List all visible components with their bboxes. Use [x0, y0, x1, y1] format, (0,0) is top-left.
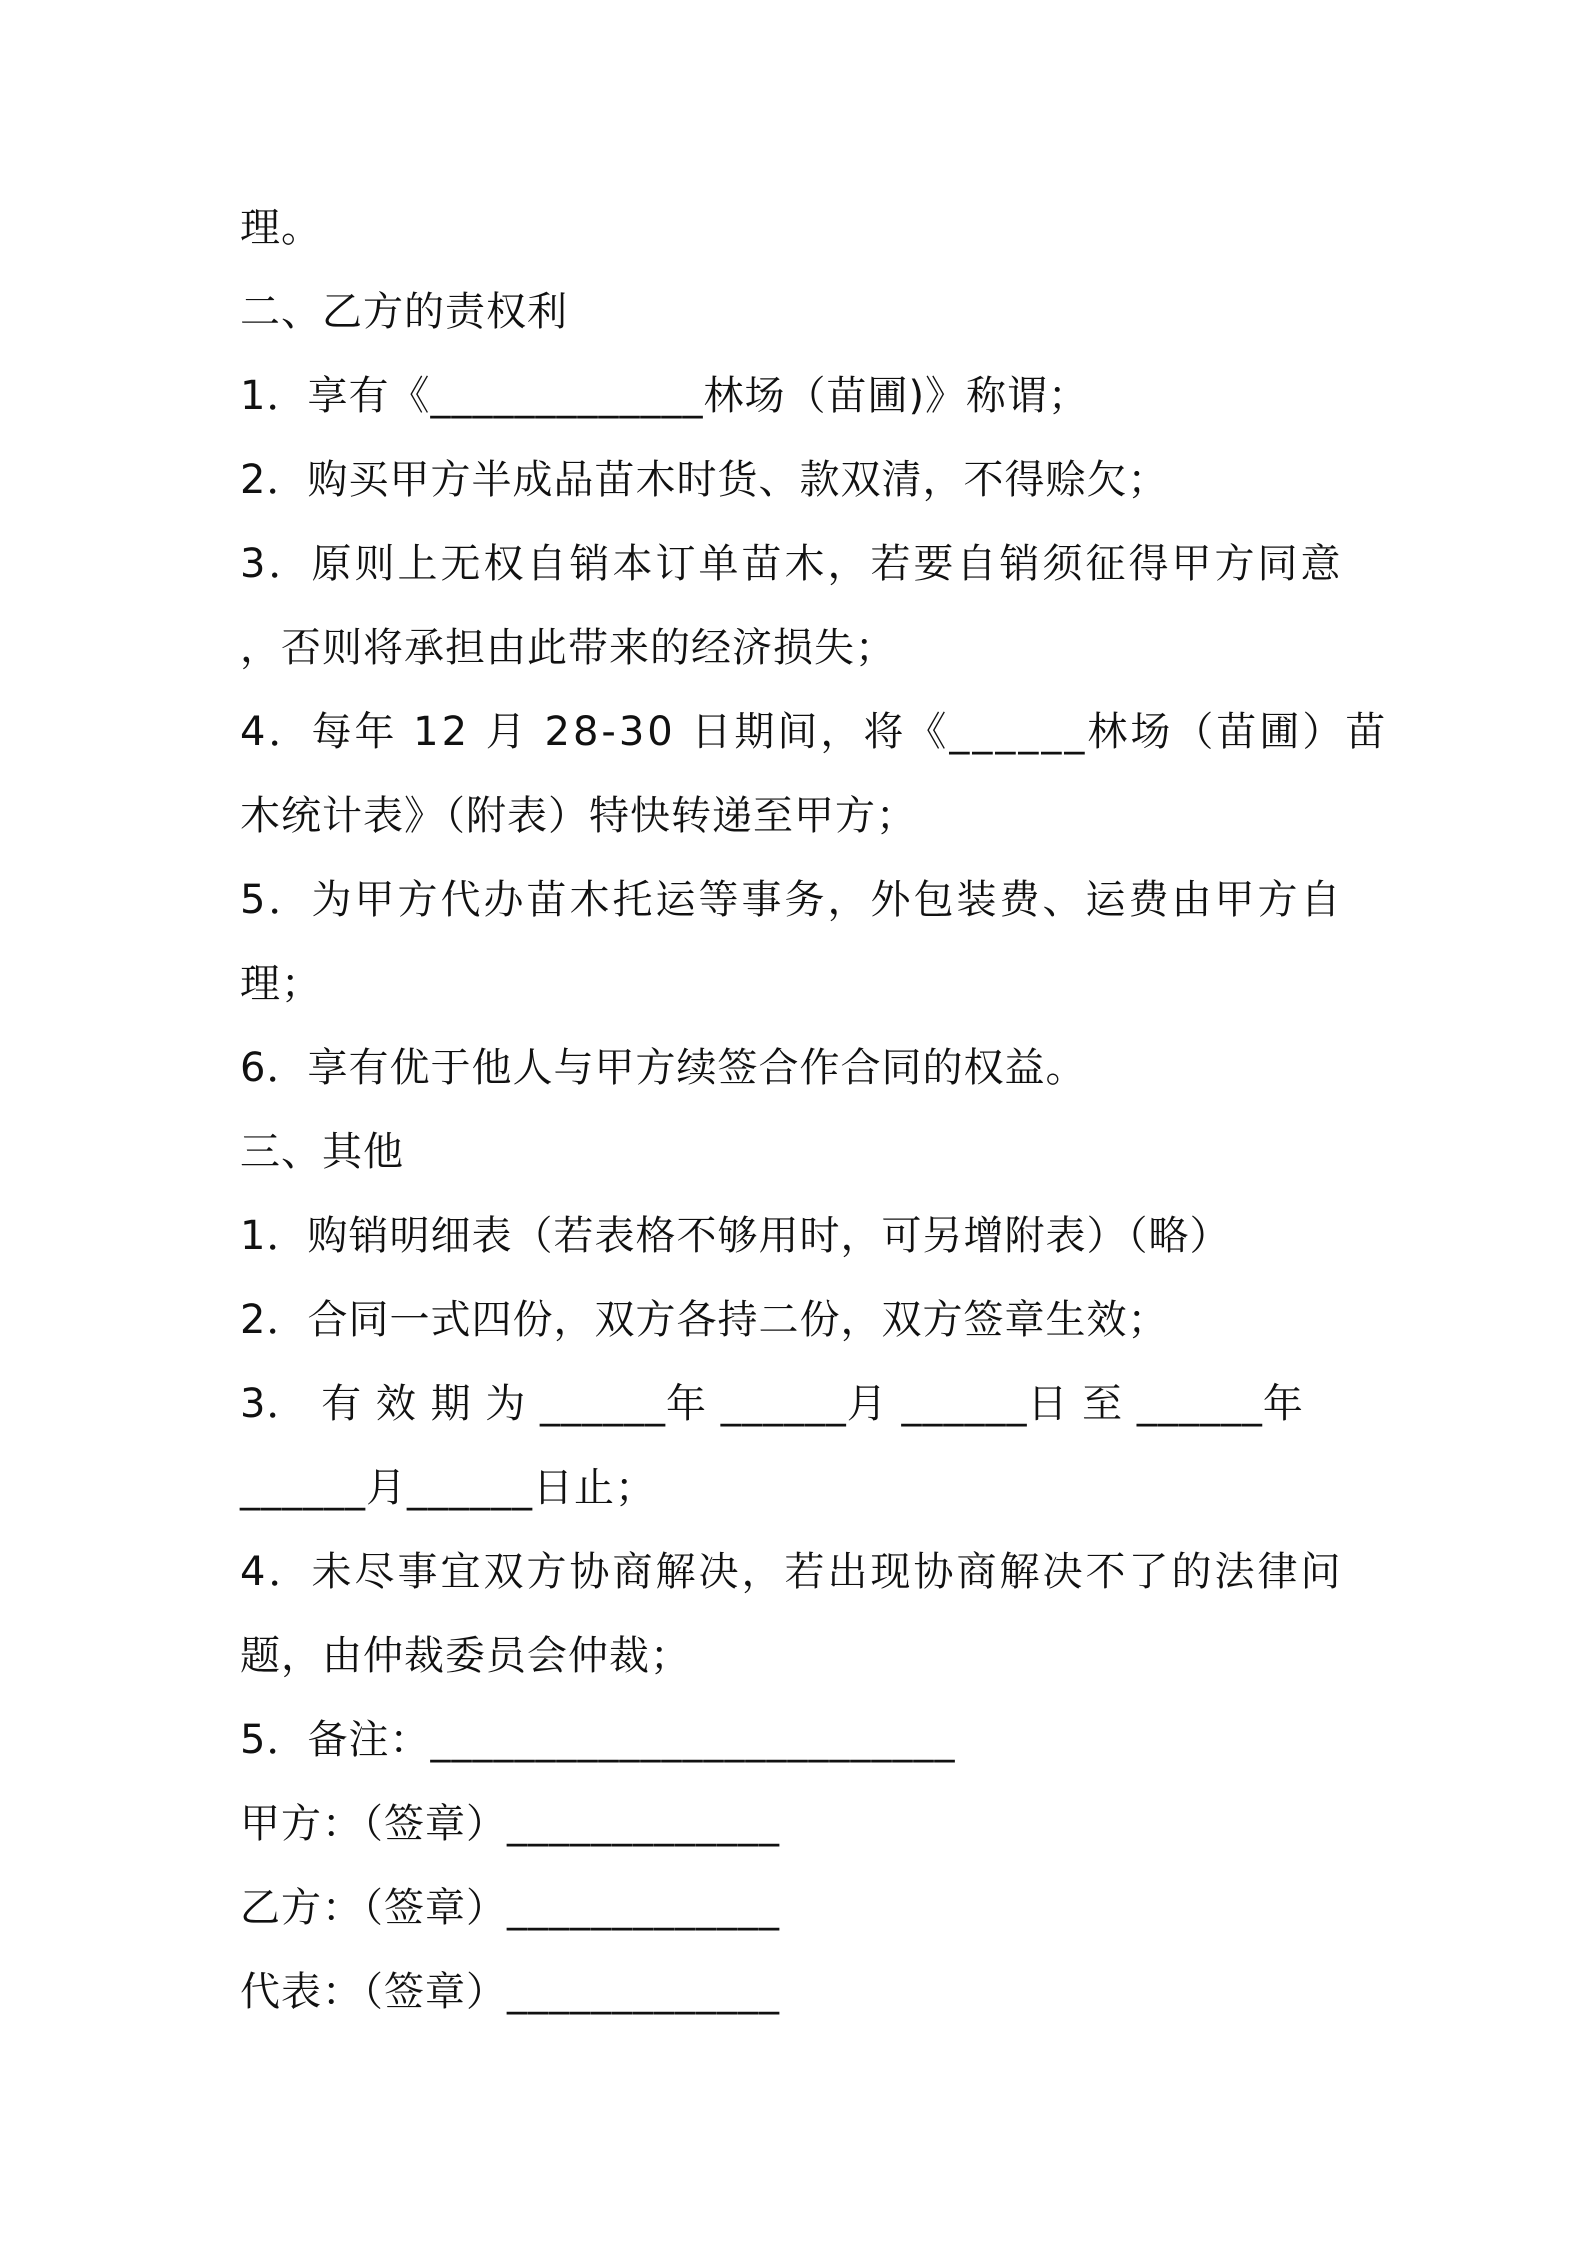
remarks-line: 5．备注：_________________________ [240, 1717, 956, 1763]
signature-party-b: 乙方：（签章）_____________ [240, 1885, 780, 1931]
text-line: 1．购销明细表（若表格不够用时，可另增附表）（略） [240, 1213, 1231, 1259]
text-line: 5．为甲方代办苗木托运等事务，外包装费、运费由甲方自 [240, 877, 1344, 923]
text-line: 理； [240, 961, 322, 1007]
text-line: 2．合同一式四份，双方各持二份，双方签章生效； [240, 1297, 1169, 1343]
signature-representative: 代表：（签章）_____________ [240, 1969, 780, 2015]
text-line: ，否则将承担由此带来的经济损失； [240, 625, 896, 671]
text-line: 4．未尽事宜双方协商解决，若出现协商解决不了的法律问 [240, 1549, 1344, 1595]
text-line: 6．享有优于他人与甲方续签合作合同的权益。 [240, 1045, 1087, 1091]
text-line: 3．原则上无权自销本订单苗木，若要自销须征得甲方同意 [240, 541, 1344, 587]
text-line: 1．享有《_____________林场（苗圃)》称谓； [240, 373, 1090, 419]
validity-period-line: ______月______日止； [240, 1465, 656, 1511]
text-line: 木统计表》（附表）特快转递至甲方； [240, 793, 917, 839]
text-line: 题，由仲裁委员会仲裁； [240, 1633, 691, 1679]
section-heading-other: 三、其他 [240, 1129, 404, 1175]
text-line: 4．每年 12 月 28-30 日期间，将《______林场（苗圃）苗 [240, 709, 1389, 755]
signature-party-a: 甲方：（签章）_____________ [240, 1801, 780, 1847]
section-heading-party-b: 二、乙方的责权利 [240, 289, 568, 335]
text-line: 理。 [240, 205, 322, 251]
validity-period-line: 3． 有 效 期 为 ______年 ______月 ______日 至 ______年 [240, 1381, 1304, 1427]
text-line: 2．购买甲方半成品苗木时货、款双清，不得赊欠； [240, 457, 1169, 503]
